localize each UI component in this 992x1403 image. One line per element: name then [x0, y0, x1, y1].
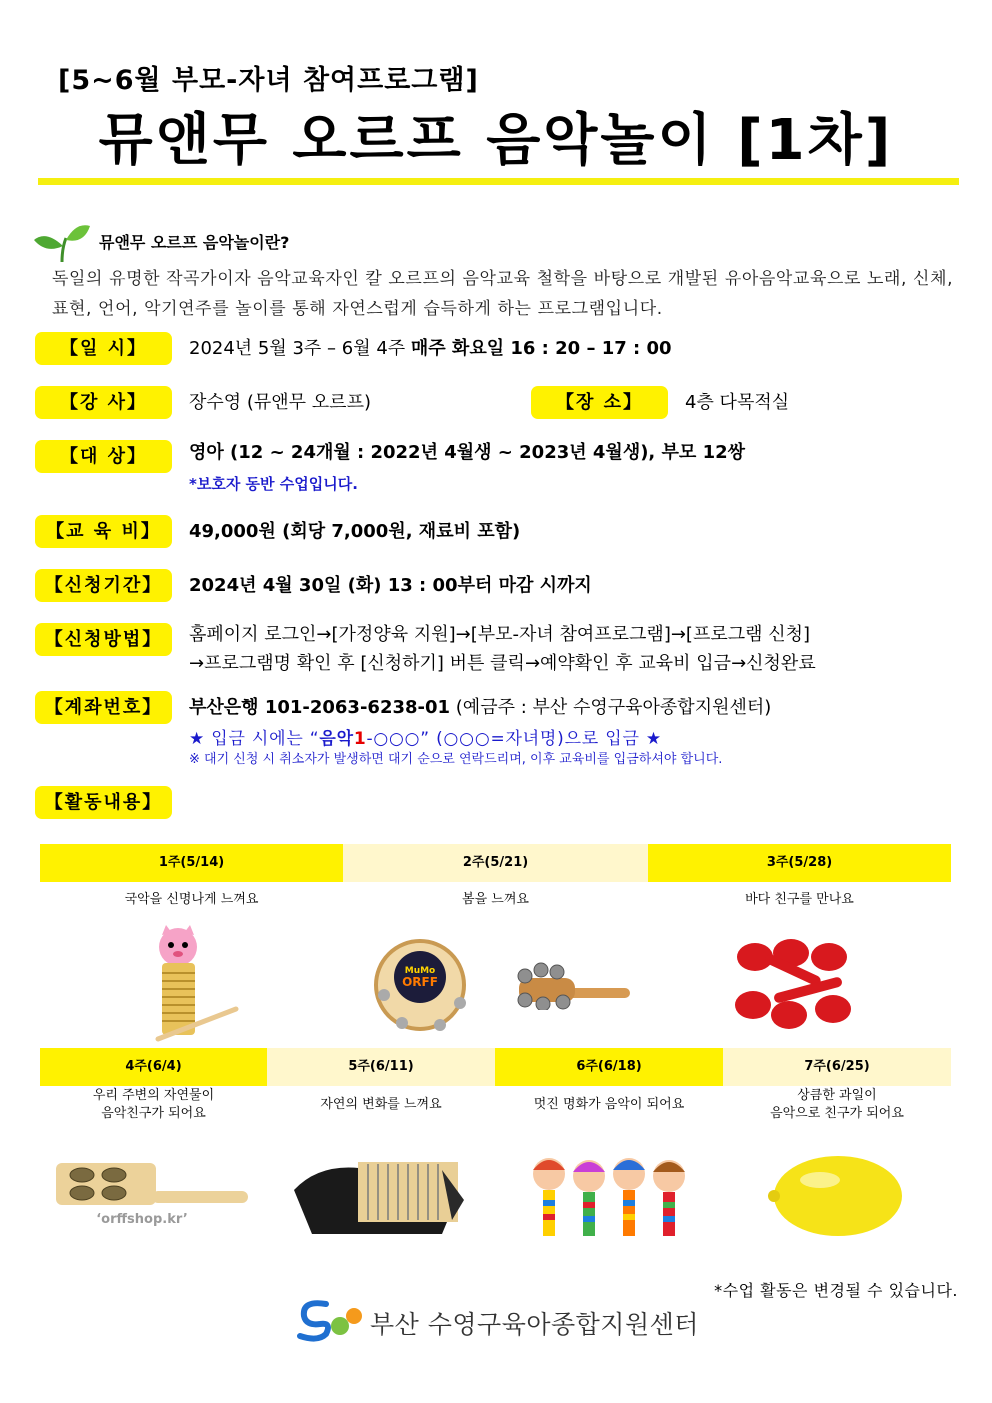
- center-logo-icon: [296, 1298, 366, 1342]
- rain-stick-icon: [292, 1150, 472, 1235]
- week-5-header: 5주(6/11): [267, 1048, 495, 1086]
- week-1-header: 1주(5/14): [40, 844, 343, 882]
- center-name: 부산 수영구육아종합지원센터: [370, 1310, 699, 1339]
- week-7-header: 7주(6/25): [723, 1048, 951, 1086]
- week-row-1: [40, 844, 951, 882]
- title-underline: [38, 178, 959, 185]
- fee-value: 49,000원 (회당 7,000원, 재료비 포함): [189, 521, 521, 542]
- target-value: 영아 (12 ~ 24개월 : 2022년 4월생 ~ 2023년 4월생), 부모 12쌍: [189, 442, 746, 463]
- page-title: 뮤앤무 오르프 음악놀이 [1차]: [98, 108, 894, 173]
- intro-heading: 뮤앤무 오르프 음악놀이란?: [99, 233, 290, 252]
- method-label: 【신청방법】: [35, 623, 172, 656]
- target-label: 【대 상】: [35, 440, 172, 473]
- schedule-value: [189, 337, 672, 361]
- week-7-desc: 상큼한 과일이 음악으로 친구가 되어요: [770, 1088, 904, 1121]
- deposit-instruction: [189, 724, 662, 749]
- account-number: 부산은행 101-2063-6238-01: [189, 697, 451, 718]
- svg-text:MuMo: MuMo: [404, 966, 436, 976]
- deposit-text-a: ★ 입금 시에는 “: [189, 729, 320, 749]
- fee-label: 【교 육 비】: [35, 515, 172, 548]
- schedule-time: 매주 화요일 16 : 20 – 17 : 00: [410, 338, 672, 359]
- target-note: *보호자 동반 수업입니다.: [189, 475, 358, 493]
- change-notice: *수업 활동은 변경될 수 있습니다.: [714, 1281, 958, 1300]
- instructor-label: 【강 사】: [35, 386, 172, 419]
- cat-guiro-icon: [150, 925, 240, 1045]
- week-4-header: 4주(6/4): [40, 1048, 267, 1086]
- sprout-icon: [32, 220, 92, 264]
- method-line-1: 홈페이지 로그인→[가정양육 지원]→[부모-자녀 참여프로그램]→[프로그램 신청]: [189, 624, 811, 645]
- instructor-value: 장수영 (뮤앤무 오르프): [189, 392, 371, 413]
- bell-rattles-icon: [527, 1150, 692, 1240]
- place-label: 【장 소】: [531, 386, 668, 419]
- schedule-dates: 2024년 5월 3주 – 6월 4주: [189, 338, 411, 359]
- account-value: [189, 696, 771, 720]
- account-label: 【계좌번호】: [35, 691, 172, 724]
- week-1-desc: 국악을 신명나게 느껴요: [124, 892, 259, 907]
- deposit-text-c: 1: [353, 729, 367, 749]
- week-3-header: 3주(5/28): [648, 844, 951, 882]
- week-row-2: [40, 1048, 951, 1086]
- maracas-icon: [733, 935, 868, 1035]
- intro-text: 독일의 유명한 작곡가이자 음악교육자인 칼 오르프의 음악교육 철학을 바탕으로 개발된 유아음악교육으로 노래, 신체, 표현, 언어, 악기연주를 놀이를 통해 자연스럽게 습득하게 하는 프로그램입니다.: [52, 269, 954, 319]
- week-2-desc: 봄을 느껴요: [462, 892, 529, 907]
- week-6-header: 6주(6/18): [495, 1048, 723, 1086]
- waitlist-note: ※ 대기 신청 시 취소자가 발생하면 대기 순으로 연락드리며, 이후 교육비를 입금하셔야 합니다.: [189, 752, 723, 767]
- bell-stick-icon: [513, 960, 633, 1010]
- account-holder: (예금주 : 부산 수영구육아종합지원센터): [450, 697, 772, 718]
- activities-label: 【활동내용】: [35, 786, 172, 819]
- deposit-text-b: 음악: [319, 729, 354, 749]
- method-line-2: →프로그램명 확인 후 [신청하기] 버튼 클릭→예약확인 후 교육비 입금→신청완료: [189, 653, 816, 674]
- week-3-desc: 바다 친구를 만나요: [745, 892, 854, 907]
- week-4-desc: 우리 주변의 자연물이 음악친구가 되어요: [92, 1088, 215, 1121]
- schedule-label: 【일 시】: [35, 332, 172, 365]
- week-2-header: 2주(5/21): [343, 844, 648, 882]
- svg-text:ORFF: ORFF: [402, 975, 438, 989]
- deposit-text-d: -○○○” (○○○=자녀명)으로 입금 ★: [366, 729, 662, 749]
- place-value: 4층 다목적실: [685, 392, 790, 413]
- lemon-shaker-icon: [768, 1150, 908, 1240]
- program-category: [5~6월 부모-자녀 참여프로그램]: [58, 65, 479, 96]
- week-5-desc: 자연의 변화를 느껴요: [320, 1097, 442, 1112]
- castanet-clapper-icon: [52, 1155, 252, 1230]
- period-value: 2024년 4월 30일 (화) 13 : 00부터 마감 시까지: [189, 575, 592, 596]
- tambourine-icon: [372, 933, 472, 1033]
- watermark-orffshop-2: ‘orffshop.kr’: [96, 1212, 188, 1227]
- period-label: 【신청기간】: [35, 569, 172, 602]
- week-6-desc: 멋진 명화가 음악이 되어요: [533, 1097, 685, 1112]
